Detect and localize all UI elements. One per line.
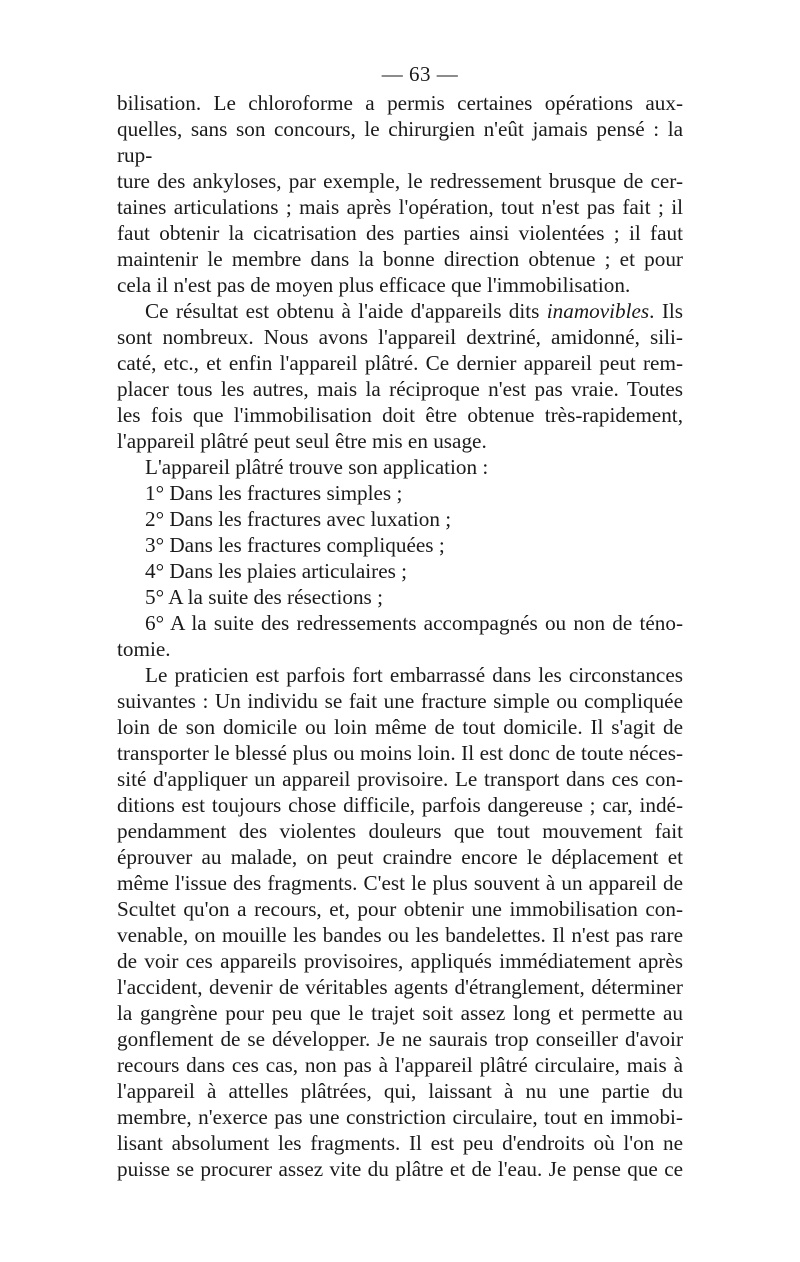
text-line: sont nombreux. Nous avons l'appareil dextriné, amidonné, sili- <box>117 325 683 349</box>
text-line: éprouver au malade, on peut craindre encore le déplacement et <box>117 845 683 869</box>
text-line: maintenir le membre dans la bonne direction obtenue ; et pour <box>117 247 683 271</box>
text-line: transporter le blessé plus ou moins loin. Il est donc de toute néces- <box>117 741 683 765</box>
text-line: membre, n'exerce pas une constriction circulaire, tout en immobi- <box>117 1105 683 1129</box>
text-line: l'appareil à attelles plâtrées, qui, laissant à nu une partie du <box>117 1079 683 1103</box>
book-page <box>117 60 683 1182</box>
text-line: placer tous les autres, mais la réciproque n'est pas vraie. Toutes <box>117 377 683 401</box>
text-line: recours dans ces cas, non pas à l'appareil plâtré circulaire, mais à <box>117 1053 683 1077</box>
text-line: L'appareil plâtré trouve son application : <box>145 455 489 479</box>
text-line: lisant absolument les fragments. Il est peu d'endroits où l'on ne <box>117 1131 683 1155</box>
text-line: suivantes : Un individu se fait une fracture simple ou compliquée <box>117 689 683 713</box>
list-item: 5° A la suite des résections ; <box>145 585 383 609</box>
text-line: l'accident, devenir de véritables agents d'étranglement, déterminer <box>117 975 683 999</box>
text-line: tomie. <box>117 637 171 661</box>
text-line: caté, etc., et enfin l'appareil plâtré. Ce dernier appareil peut rem- <box>117 351 683 375</box>
text-line: l'appareil plâtré peut seul être mis en usage. <box>117 429 487 453</box>
text-line: quelles, sans son concours, le chirurgien n'eût jamais pensé : la rup- <box>117 117 683 167</box>
text-line: gonflement de se développer. Je ne saurais trop conseiller d'avoir <box>117 1027 683 1051</box>
text-line: faut obtenir la cicatrisation des parties ainsi violentées ; il faut <box>117 221 683 245</box>
text-line: puisse se procurer assez vite du plâtre et de l'eau. Je pense que ce <box>117 1157 683 1181</box>
page-body <box>117 90 683 1182</box>
text-line: même l'issue des fragments. C'est le plus souvent à un appareil de <box>117 871 683 895</box>
text-line: ditions est toujours chose difficile, parfois dangereuse ; car, indé- <box>117 793 683 817</box>
text-run: Ce résultat est obtenu à l'aide d'appareils dits <box>145 299 547 323</box>
list-item: 3° Dans les fractures compliquées ; <box>145 533 445 557</box>
text-line: sité d'appliquer un appareil provisoire. Le transport dans ces con- <box>117 767 683 791</box>
text-run: . Ils <box>649 299 684 323</box>
text-line: cela il n'est pas de moyen plus efficace que l'immobilisation. <box>117 273 631 297</box>
text-line: taines articulations ; mais après l'opération, tout n'est pas fait ; il <box>117 195 683 219</box>
list-item: 6° A la suite des redressements accompagnés ou non de téno- <box>145 611 683 635</box>
page-number: — 63 — <box>381 62 459 86</box>
text-line: pendamment des violentes douleurs que tout mouvement fait <box>117 819 683 843</box>
list-item: 2° Dans les fractures avec luxation ; <box>145 507 452 531</box>
text-line: bilisation. Le chloroforme a permis certaines opérations aux- <box>117 91 683 115</box>
text-line: la gangrène pour peu que le trajet soit assez long et permette au <box>117 1001 683 1025</box>
italic-term: inamovibles <box>546 299 650 323</box>
list-item: 1° Dans les fractures simples ; <box>145 481 403 505</box>
text-line: loin de son domicile ou loin même de tout domicile. Il s'agit de <box>117 715 683 739</box>
text-line: Le praticien est parfois fort embarrassé dans les circonstances <box>145 663 683 687</box>
text-line: de voir ces appareils provisoires, appliqués immédiatement après <box>117 949 683 973</box>
text-line: les fois que l'immobilisation doit être obtenue très-rapidement, <box>117 403 683 427</box>
text-line: ture des ankyloses, par exemple, le redressement brusque de cer- <box>117 169 683 193</box>
text-line: Scultet qu'on a recours, et, pour obtenir une immobilisation con- <box>117 897 683 921</box>
list-item: 4° Dans les plaies articulaires ; <box>145 559 408 583</box>
text-line: venable, on mouille les bandes ou les bandelettes. Il n'est pas rare <box>117 923 683 947</box>
text-line <box>117 298 683 324</box>
